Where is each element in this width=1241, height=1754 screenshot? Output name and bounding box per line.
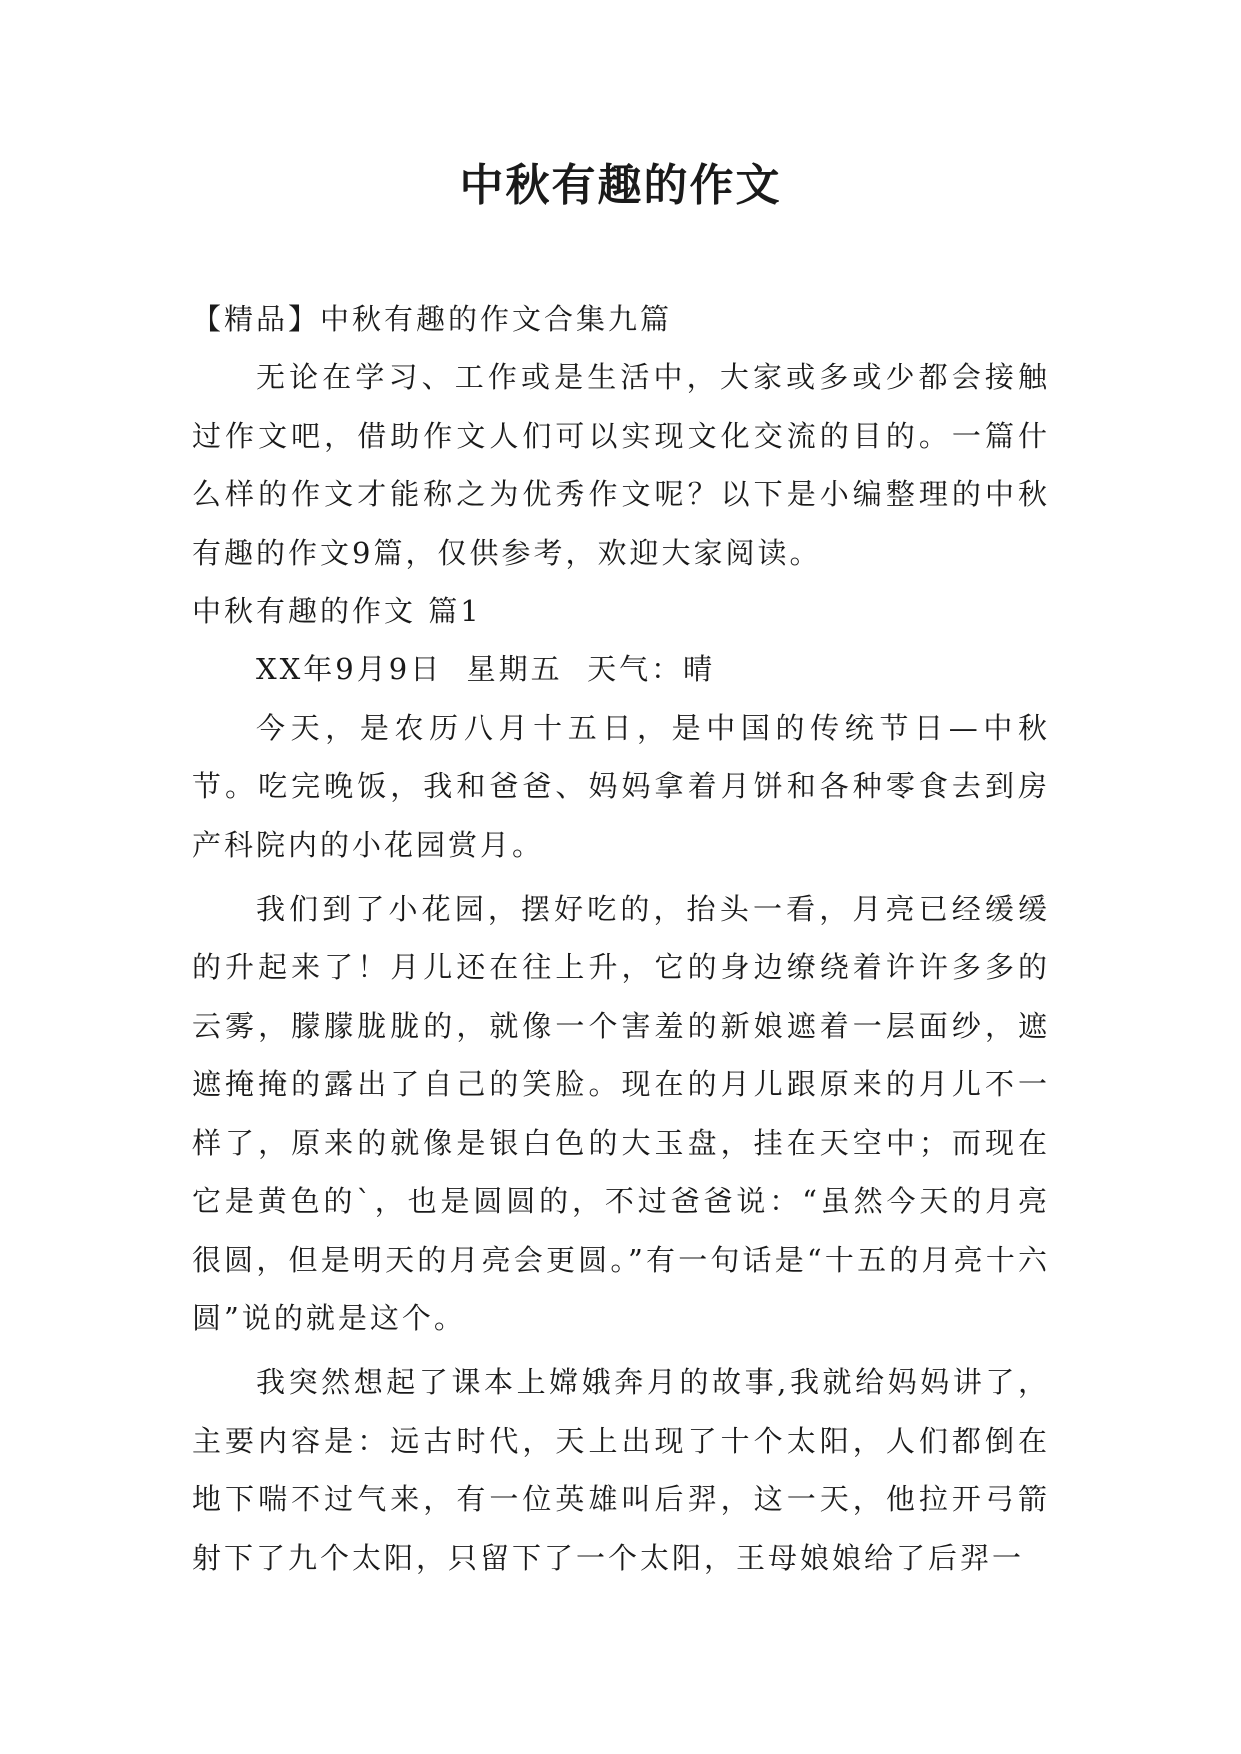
document-title: 中秋有趣的作文 — [459, 160, 782, 211]
body-paragraph: 我突然想起了课本上嫦娥奔月的故事,我就给妈妈讲了，主要内容是：远古时代，天上出现了十个太阳，人们都倒在地下喘不过气来，有一位英雄叫后羿，这一天，他拉开弓箭射下了九个太阳，只留下了一个太阳，王母娘娘给了后羿一 — [192, 1365, 1050, 1575]
date-weather-line: XX年9月9日 星期五 天气：晴 — [256, 652, 716, 687]
document-body — [192, 290, 1050, 1587]
body-paragraph: 今天，是农历八月十五日，是中国的传统节日—中秋节。吃完晚饭，我和爸爸、妈妈拿着月饼和各种零食去到房产科院内的小花园赏月。 — [192, 710, 1050, 862]
section-heading: 中秋有趣的作文 篇1 — [192, 594, 482, 629]
collection-subtitle: 【精品】中秋有趣的作文合集九篇 — [192, 302, 673, 336]
intro-paragraph: 无论在学习、工作或是生活中，大家或多或少都会接触过作文吧，借助作文人们可以实现文化交流的目的。一篇什么样的作文才能称之为优秀作文呢？以下是小编整理的中秋有趣的作文9篇，仅供参考，欢迎大家阅读。 — [192, 360, 1050, 570]
body-paragraph: 我们到了小花园，摆好吃的，抬头一看，月亮已经缓缓的升起来了！月儿还在往上升，它的身边缭绕着许许多多的云雾，朦朦胧胧的，就像一个害羞的新娘遮着一层面纱，遮遮掩掩的露出了自己的笑脸。现在的月儿跟原来的月儿不一样了，原来的就像是银白色的大玉盘，挂在天空中；而现在它是黄色的`，也是圆圆的，不过爸爸说：“虽然今天的月亮很圆，但是明天的月亮会更圆。”有一句话是“十五的月亮十六圆”说的就是这个。 — [192, 892, 1050, 1335]
